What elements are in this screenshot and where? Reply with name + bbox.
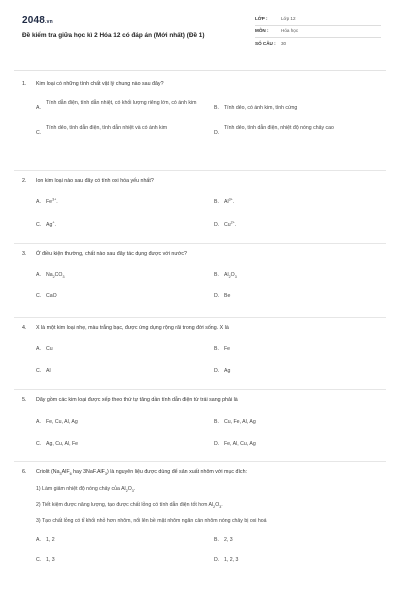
option-letter: A. (36, 419, 41, 426)
option-text: 2, 3 (224, 537, 233, 544)
option-letter: B. (214, 105, 219, 112)
option-b[interactable] (214, 272, 382, 279)
option-b[interactable] (214, 100, 382, 112)
meta-key: SỐ CÂU : (255, 40, 276, 46)
option-letter: A. (36, 537, 41, 544)
question-number: 3. (22, 251, 27, 257)
options (36, 346, 382, 375)
meta-value: Lớp 12 (281, 16, 296, 22)
option-text: CaO (46, 293, 57, 300)
question-text: Ở điều kiện thường, chất nào sau đây tác dụng được với nước? (36, 251, 187, 257)
option-d[interactable] (214, 222, 382, 229)
question-header (22, 397, 382, 404)
question-text: X là một kim loại nhẹ, màu trắng bạc, được ứng dụng rộng rãi trong đời sống. X là (36, 325, 229, 331)
question-text: Kim loại có những tính chất vật lý chung nào sau đây? (36, 81, 164, 87)
option-letter: B. (214, 346, 219, 353)
meta-row-count (255, 38, 381, 50)
question-4 (22, 325, 382, 375)
statement-3: 3) Tạo chất lỏng có tỉ khối nhỏ hơn nhôm, nổi lên bề mặt nhôm ngăn cản nhôm nóng chảy bị oxi hoá (36, 518, 267, 525)
header-divider (14, 70, 386, 71)
question-header (22, 81, 382, 88)
meta-value: Hóa học (281, 28, 299, 34)
question-header (22, 178, 382, 185)
question-3 (22, 251, 382, 300)
option-text: $Al_2O_3$ (224, 272, 237, 280)
question-text: Criolit ($Na_3AlF_6$ hay 3NaF.AlF$_3$) là nguyên liệu được dùng để sản xuất nhôm với mục đích: (36, 469, 248, 477)
option-c[interactable] (36, 222, 204, 229)
option-text: $Na_2CO_3$ (46, 272, 65, 280)
option-letter: B. (214, 199, 219, 206)
statement-2: 2) Tiết kiệm được năng lượng, tạo được chất lỏng có tính dẫn điện tốt hơn $Al_2O_3$. (36, 502, 223, 510)
option-letter: C. (36, 441, 42, 448)
question-5 (22, 397, 382, 448)
logo-main: 2048 (22, 15, 46, 26)
option-a[interactable] (36, 537, 204, 544)
option-letter: A. (36, 272, 41, 279)
option-letter: A. (36, 105, 41, 112)
option-letter: B. (214, 272, 219, 279)
option-letter: C. (36, 557, 42, 564)
option-a[interactable] (36, 199, 204, 206)
option-b[interactable] (214, 346, 382, 353)
option-a[interactable] (36, 272, 204, 279)
site-logo[interactable] (22, 14, 53, 28)
option-c[interactable] (36, 557, 204, 564)
option-text: Al (46, 368, 51, 375)
option-d[interactable] (214, 293, 382, 300)
question-1 (22, 81, 382, 137)
option-c[interactable] (36, 293, 204, 300)
options (36, 199, 382, 229)
statement-1: 1) Làm giảm nhiệt độ nóng chảy của $Al_2O_3$. (36, 486, 136, 494)
question-body (22, 486, 382, 564)
option-a[interactable] (36, 346, 204, 353)
option-letter: B. (214, 419, 219, 426)
question-divider (14, 317, 386, 318)
option-text: 1, 3 (46, 557, 55, 564)
options (36, 100, 382, 137)
options (36, 537, 382, 564)
option-letter: C. (36, 293, 42, 300)
option-text: Fe, Al, Cu, Ag (224, 441, 256, 448)
question-text: Ion kim loại nào sau đây có tính oxi hóa yếu nhất? (36, 178, 154, 184)
question-body (22, 346, 382, 375)
option-letter: D. (214, 368, 220, 375)
question-number: 1. (22, 81, 27, 87)
question-body (22, 199, 382, 229)
meta-row-class (255, 14, 381, 26)
option-text: Ag, Cu, Al, Fe (46, 441, 79, 448)
option-letter: D. (214, 222, 220, 229)
question-number: 6. (22, 469, 27, 475)
option-letter: A. (36, 199, 41, 206)
question-body (22, 419, 382, 448)
meta-key: MÔN : (255, 28, 269, 34)
option-c[interactable] (36, 125, 204, 137)
option-text: Fe (224, 346, 231, 353)
option-b[interactable] (214, 199, 382, 206)
option-text: $Cu^{2+}$. (224, 220, 237, 229)
option-b[interactable] (214, 537, 382, 544)
question-header (22, 251, 382, 258)
header (0, 0, 400, 64)
option-letter: C. (36, 130, 42, 137)
question-divider (14, 389, 386, 390)
option-text: Tính dẻo, có ánh kim, tính cứng (224, 105, 298, 112)
option-letter: C. (36, 222, 42, 229)
question-body (22, 272, 382, 300)
question-header (22, 469, 382, 476)
meta-value: 30 (281, 40, 287, 46)
question-body (22, 100, 382, 137)
question-header (22, 325, 382, 332)
option-text: Cu, Fe, Al, Ag (224, 419, 256, 426)
option-a[interactable] (36, 100, 204, 112)
option-letter: C. (36, 368, 42, 375)
option-letter: B. (214, 537, 219, 544)
option-text: $Al^{3+}$. (224, 197, 235, 206)
meta-table (255, 14, 381, 50)
option-c[interactable] (36, 368, 204, 375)
option-letter: D. (214, 293, 220, 300)
option-letter: D. (214, 130, 220, 137)
option-text: Fe, Cu, Al, Ag (46, 419, 78, 426)
question-number: 4. (22, 325, 27, 331)
option-text: 1, 2, 3 (224, 557, 239, 564)
option-text: Tính dẻo, tính dẫn điện, nhiệt độ nóng chảy cao (224, 125, 334, 132)
option-letter: D. (214, 557, 220, 564)
options (36, 272, 382, 300)
exam-title: Đề kiểm tra giữa học kì 2 Hóa 12 có đáp án (Mới nhất) (Đề 1) (22, 32, 205, 39)
option-d[interactable] (214, 557, 382, 564)
meta-key: LỚP : (255, 16, 268, 22)
option-text: Tính dẫn điện, tính dẫn nhiệt, có khối lượng riêng lớn, có ánh kim (46, 100, 197, 107)
question-2 (22, 178, 382, 229)
options (36, 419, 382, 448)
option-text: Tính dẻo, tính dẫn điện, tính dẫn nhiệt và có ánh kim (46, 125, 168, 132)
option-b[interactable] (214, 419, 382, 426)
question-number: 5. (22, 397, 27, 403)
question-divider (14, 243, 386, 244)
logo-sub: .vn (45, 19, 53, 25)
question-6 (22, 469, 382, 564)
option-d[interactable] (214, 441, 382, 448)
question-divider (14, 170, 386, 171)
question-text: Dãy gồm các kim loại được xếp theo thứ tự tăng dần tính dẫn điện từ trái sang phải là (36, 397, 238, 403)
option-a[interactable] (36, 419, 204, 426)
option-text: Be (224, 293, 231, 300)
option-letter: D. (214, 441, 220, 448)
option-text: 1, 2 (46, 537, 55, 544)
option-text: Ag+. (46, 220, 56, 229)
option-text: $Fe^{3+}$. (46, 197, 58, 206)
option-d[interactable] (214, 125, 382, 137)
option-d[interactable] (214, 368, 382, 375)
option-text: Cu (46, 346, 53, 353)
option-letter: A. (36, 346, 41, 353)
option-c[interactable] (36, 441, 204, 448)
question-divider (14, 461, 386, 462)
meta-row-subject (255, 26, 381, 38)
question-number: 2. (22, 178, 27, 184)
option-text: Ag (224, 368, 231, 375)
